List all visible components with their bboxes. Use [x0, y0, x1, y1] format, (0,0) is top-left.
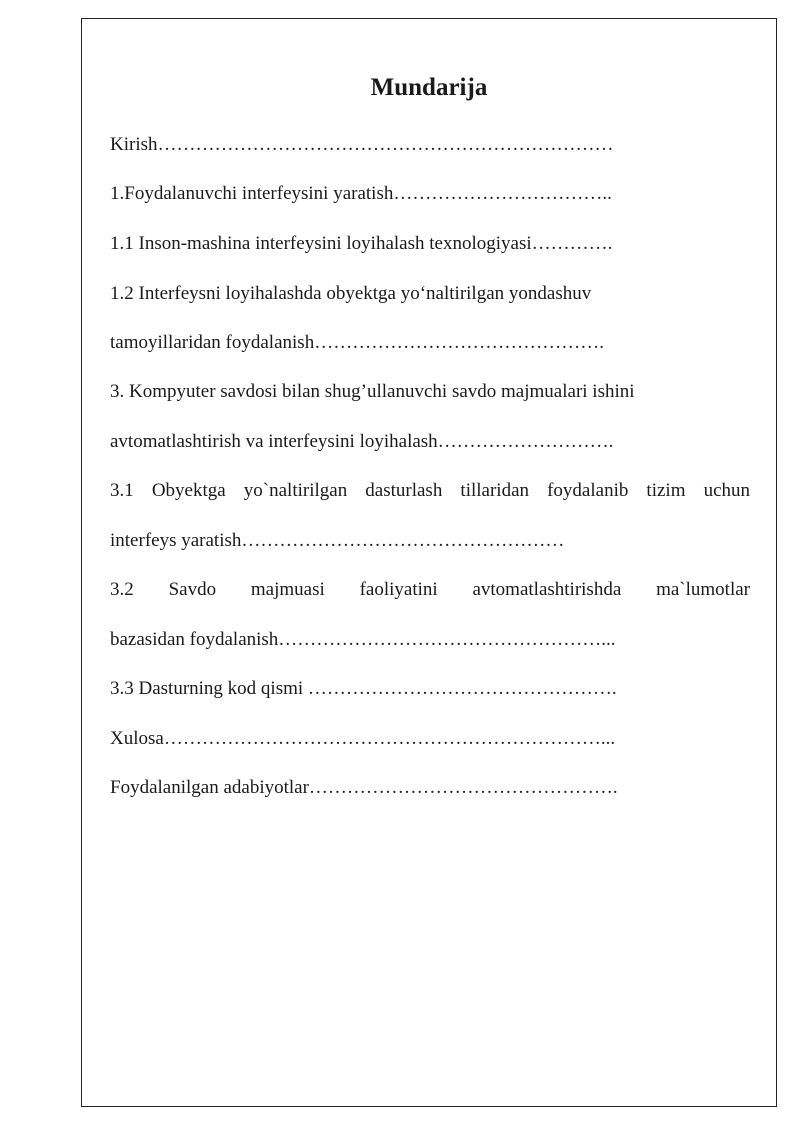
toc-title: Mundarija — [370, 74, 488, 101]
toc-entry-1-2-cont: tamoyillaridan foydalanish………………………………………. — [110, 332, 604, 353]
toc-entry-3-2-cont: bazasidan foydalanish……………………………………………... — [110, 629, 616, 650]
toc-entry-3-1-cont: interfeys yaratish…………………………………………… — [110, 530, 565, 551]
toc-entry-adabiyotlar: Foydalanilgan adabiyotlar…………………………………………. — [110, 777, 618, 798]
toc-entry-3: 3. Kompyuter savdosi bilan shug’ullanuvchi savdo majmualari ishini — [110, 381, 635, 402]
toc-entry-1-1: 1.1 Inson-mashina interfeysini loyihalash texnologiyasi…………. — [110, 233, 613, 254]
toc-entry-kirish: Kirish……………………………………………………………… — [110, 134, 614, 155]
toc-entry-3-1: 3.1 Obyektga yo`naltirilgan dasturlash tillaridan foydalanib tizim uchun — [110, 480, 750, 501]
toc-entry-3-2: 3.2 Savdo majmuasi faoliyatini avtomatlashtirishda ma`lumotlar — [110, 579, 750, 600]
toc-entry-xulosa: Xulosa……………………………………………………………... — [110, 728, 616, 749]
toc-entry-3-3: 3.3 Dasturning kod qismi …………………………………………. — [110, 678, 617, 699]
toc-entry-1-2: 1.2 Interfeysni loyihalashda obyektga yo‘naltirilgan yondashuv — [110, 283, 592, 304]
toc-entry-3-cont: avtomatlashtirish va interfeysini loyihalash………………………. — [110, 431, 614, 452]
toc-entry-1: 1.Foydalanuvchi interfeysini yaratish…………………………….. — [110, 183, 612, 204]
